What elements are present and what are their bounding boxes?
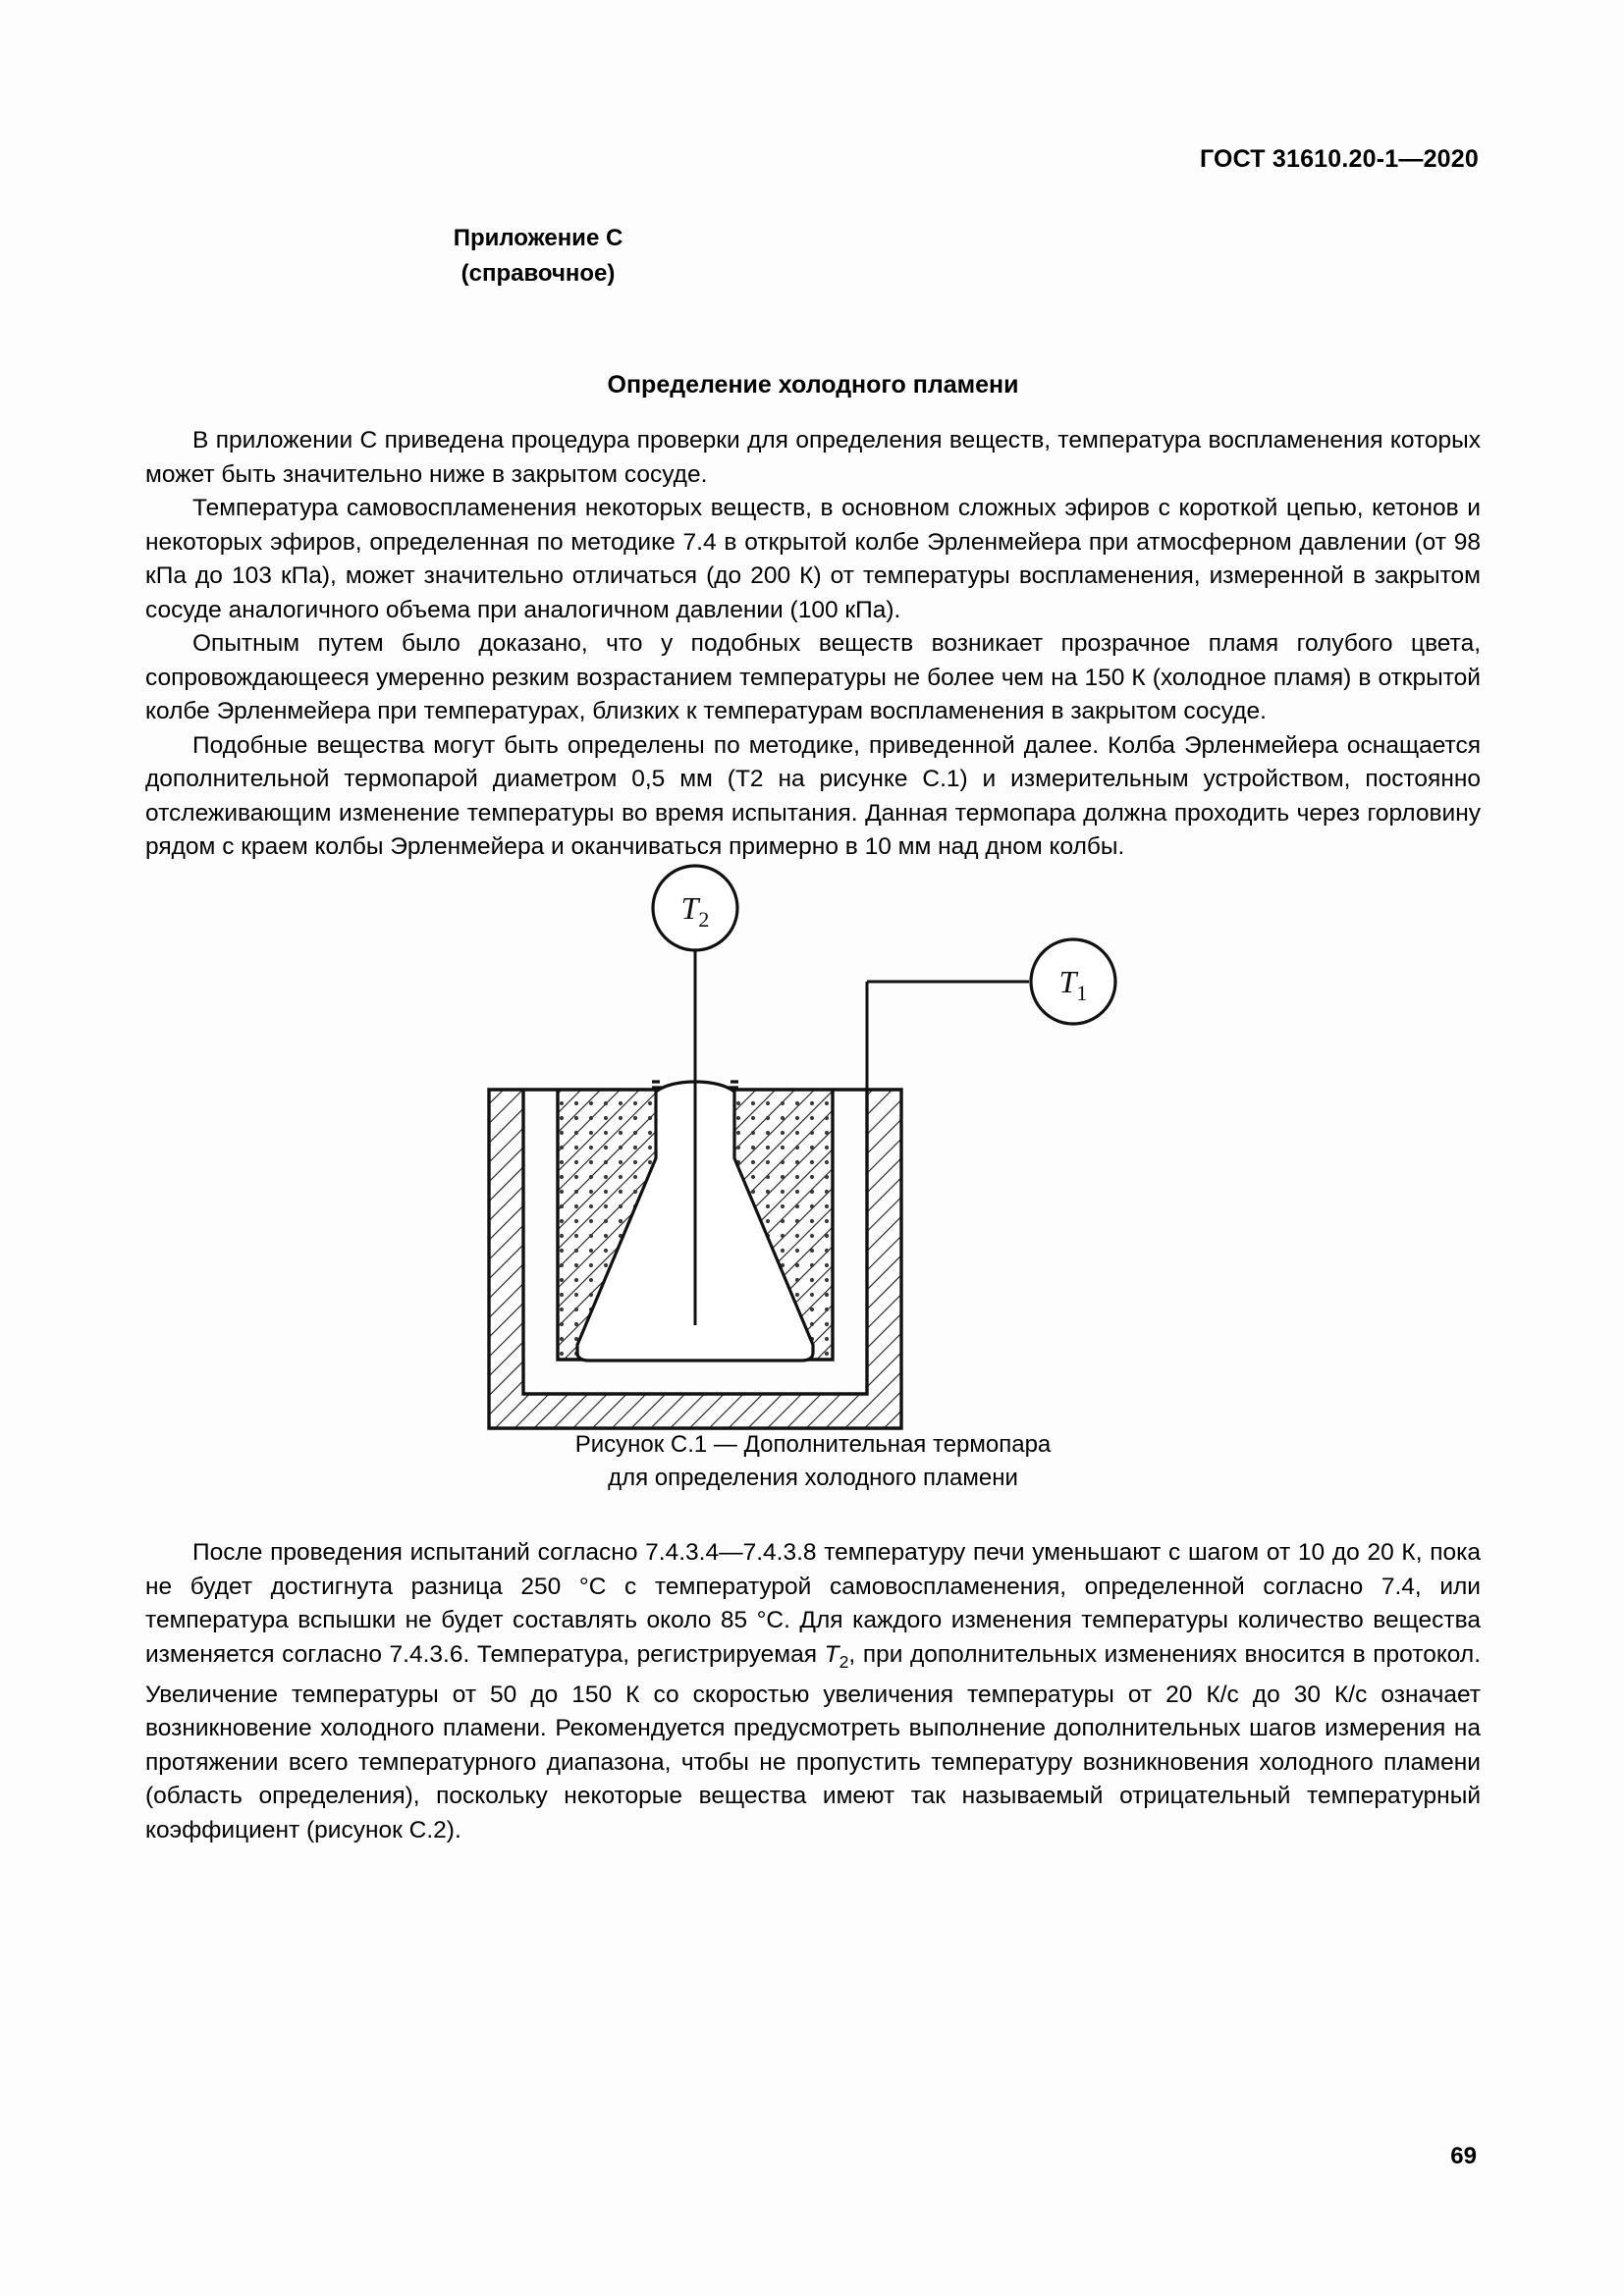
closing-paragraph (145, 1536, 1481, 1847)
paragraph: Подобные вещества могут быть определены по методике, приведенной далее. Колба Эрленмейера оснащается дополнительной термопарой диаметром 0,5 мм (Т2 на рисунке С.1) и измерительным устройством, постоянно отслеживающим изменение температуры во время испытания. Данная термопара должна проходить через горловину рядом с краем колбы Эрленмейера и оканчиваться примерно в 10 мм над дном колбы. (145, 731, 1481, 860)
thermocouple-t1 (867, 939, 1115, 1095)
figure-caption-line-2: для определения холодного пламени (608, 1465, 1018, 1491)
page-number: 69 (1450, 2143, 1477, 2169)
annex-title-text: Приложение С (453, 225, 623, 251)
paragraph: Опытным путем было доказано, что у подобных веществ возникает прозрачное пламя голубого цвета, сопровождающееся умеренно резким возрастанием температуры не более чем на 150 К (холодное пламя) в открытой колбе Эрленмейера при температурах, близких к температурам воспламенения в закрытом сосуде. (145, 630, 1481, 724)
annex-heading (145, 221, 931, 292)
figure-c1 (145, 864, 1481, 1492)
paragraph: Температура самовоспламенения некоторых веществ, в основном сложных эфиров с короткой цепью, кетонов и некоторых эфиров, определенная по методике 7.4 в открытой колбе Эрленмейера при атмосферном давлении (от 98 кПа до 103 кПа), может значительно отличаться (до 200 К) от температуры воспламенения, измеренной в закрытом сосуде аналогичного объема при аналогичном давлении (100 кПа). (145, 495, 1481, 623)
variable-t2-sub: 2 (839, 1651, 849, 1672)
paragraph-part-1: После проведения испытаний согласно 7.4.3.4—7.4.3.8 температуру печи уменьшают с шагом от 10 до 20 К, пока не будет достигнута разница 250 °С с температурой самовоспламенения, определенной согласно 7.4, или температура вспышки не будет составлять около 85 °С. Для каждого изменения температуры количество вещества изменяется согласно 7.4.3.6. Температура, регистрируемая (145, 1539, 1481, 1668)
figure-c1-caption (145, 1428, 1481, 1495)
figure-c1-drawing (145, 864, 1481, 1492)
figure-caption-line-1: Рисунок С.1 — Дополнительная термопара (574, 1431, 1052, 1458)
section-heading: Определение холодного пламени (607, 371, 1019, 399)
paragraph: В приложении С приведена процедура проверки для определения веществ, температура воспламенения которых может быть значительно ниже в закрытом сосуде. (145, 427, 1481, 488)
thermocouple-t1-label: $T_1$ (1058, 964, 1088, 1005)
annex-subtitle-text: (справочное) (460, 260, 616, 287)
page-header-standard-code: ГОСТ 31610.20-1—2020 (1199, 145, 1479, 173)
paragraph-part-2: , при дополнительных изменениях вносится в протокол. Увеличение температуры от 50 до 150 К со скоростью увеличения температуры от 20 К/с до 30 К/с означает возникновение холодного пламени. Рекомендуется предусмотреть выполнение дополнительных шагов измерения на протяжении всего температурного диапазона, чтобы не пропустить температуру возникновения холодного пламени (область определения), поскольку некоторые вещества имеют так называемый отрицательный температурный коэффициент (рисунок С.2). (145, 1640, 1481, 1843)
paragraph (145, 1536, 1481, 1847)
thermocouple-t2-label: $T_2$ (680, 890, 710, 932)
intro-paragraphs (145, 424, 1481, 865)
variable-t2: T (824, 1640, 839, 1668)
